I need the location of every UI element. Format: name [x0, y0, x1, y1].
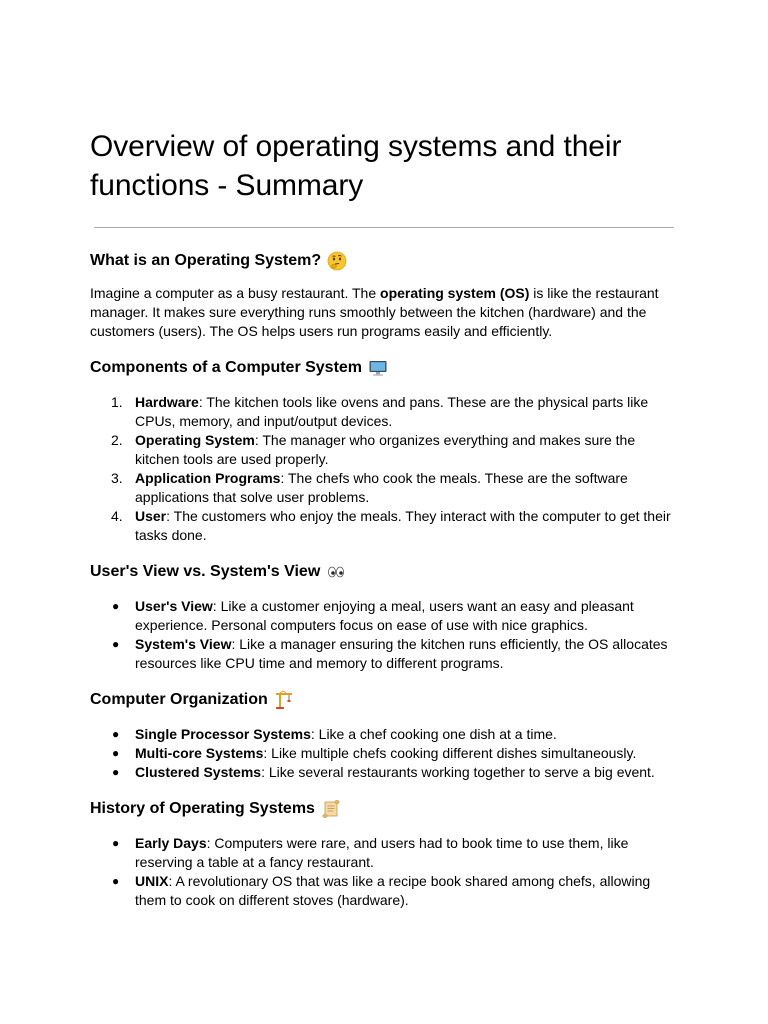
section-what-is-os [90, 250, 680, 341]
list-item: ● System's View: Like a manager ensuring the kitchen runs efficiently, the OS allocates resources like CPU time and memory to different programs. [112, 636, 668, 671]
list-item: ● User's View: Like a customer enjoying a meal, users want an easy and pleasant experience. Personal computers focus on ease of use with nice graphics. [112, 598, 634, 633]
document-title [90, 127, 680, 205]
section-intro: Imagine a computer as a busy restaurant. The operating system (OS) is like the restaurant manager. It makes sure everything runs smoothly between the kitchen (hardware) and the customers (users). The OS helps users run programs easily and efficiently. [90, 285, 659, 339]
organization-list [90, 725, 680, 782]
document-page [90, 127, 680, 910]
section-heading: User's View vs. System's View [90, 561, 680, 583]
views-list [90, 597, 680, 673]
list-item: 1. Hardware: The kitchen tools like ovens and pans. These are the physical parts like CPUs, memory, and input/output devices. [111, 394, 649, 429]
title-line-2: functions - Summary [90, 169, 364, 202]
eyes-icon [326, 562, 346, 582]
desktop-computer-icon [368, 358, 388, 378]
horizontal-rule [94, 227, 674, 228]
section-heading: History of Operating Systems [90, 798, 680, 820]
list-item: ● Single Processor Systems: Like a chef cooking one dish at a time. [112, 726, 557, 742]
list-item: ● Clustered Systems: Like several restaurants working together to serve a big event. [112, 764, 655, 780]
components-list [90, 393, 680, 545]
section-organization [90, 689, 680, 782]
title-line-1: Overview of operating systems and their [90, 130, 622, 163]
construction-crane-icon [274, 690, 294, 710]
section-components [90, 357, 680, 545]
scroll-icon [321, 799, 341, 819]
section-history [90, 798, 680, 910]
list-item: ● UNIX: A revolutionary OS that was like a recipe book shared among chefs, allowing them to cook on different stoves (hardware). [112, 873, 651, 908]
section-heading: What is an Operating System? [90, 250, 680, 272]
list-item: ● Early Days: Computers were rare, and users had to book time to use them, like reserving a table at a fancy restaurant. [112, 835, 629, 870]
section-heading: Components of a Computer System [90, 357, 680, 379]
thinking-face-icon [327, 251, 347, 271]
section-heading: Computer Organization [90, 689, 680, 711]
list-item: 3. Application Programs: The chefs who cook the meals. These are the software applications that solve user problems. [111, 470, 628, 505]
history-list [90, 834, 680, 910]
section-views [90, 561, 680, 673]
list-item: ● Multi-core Systems: Like multiple chefs cooking different dishes simultaneously. [112, 745, 637, 761]
list-item: 2. Operating System: The manager who organizes everything and makes sure the kitchen tools are used properly. [111, 432, 636, 467]
list-item: 4. User: The customers who enjoy the meals. They interact with the computer to get their tasks done. [111, 508, 671, 543]
